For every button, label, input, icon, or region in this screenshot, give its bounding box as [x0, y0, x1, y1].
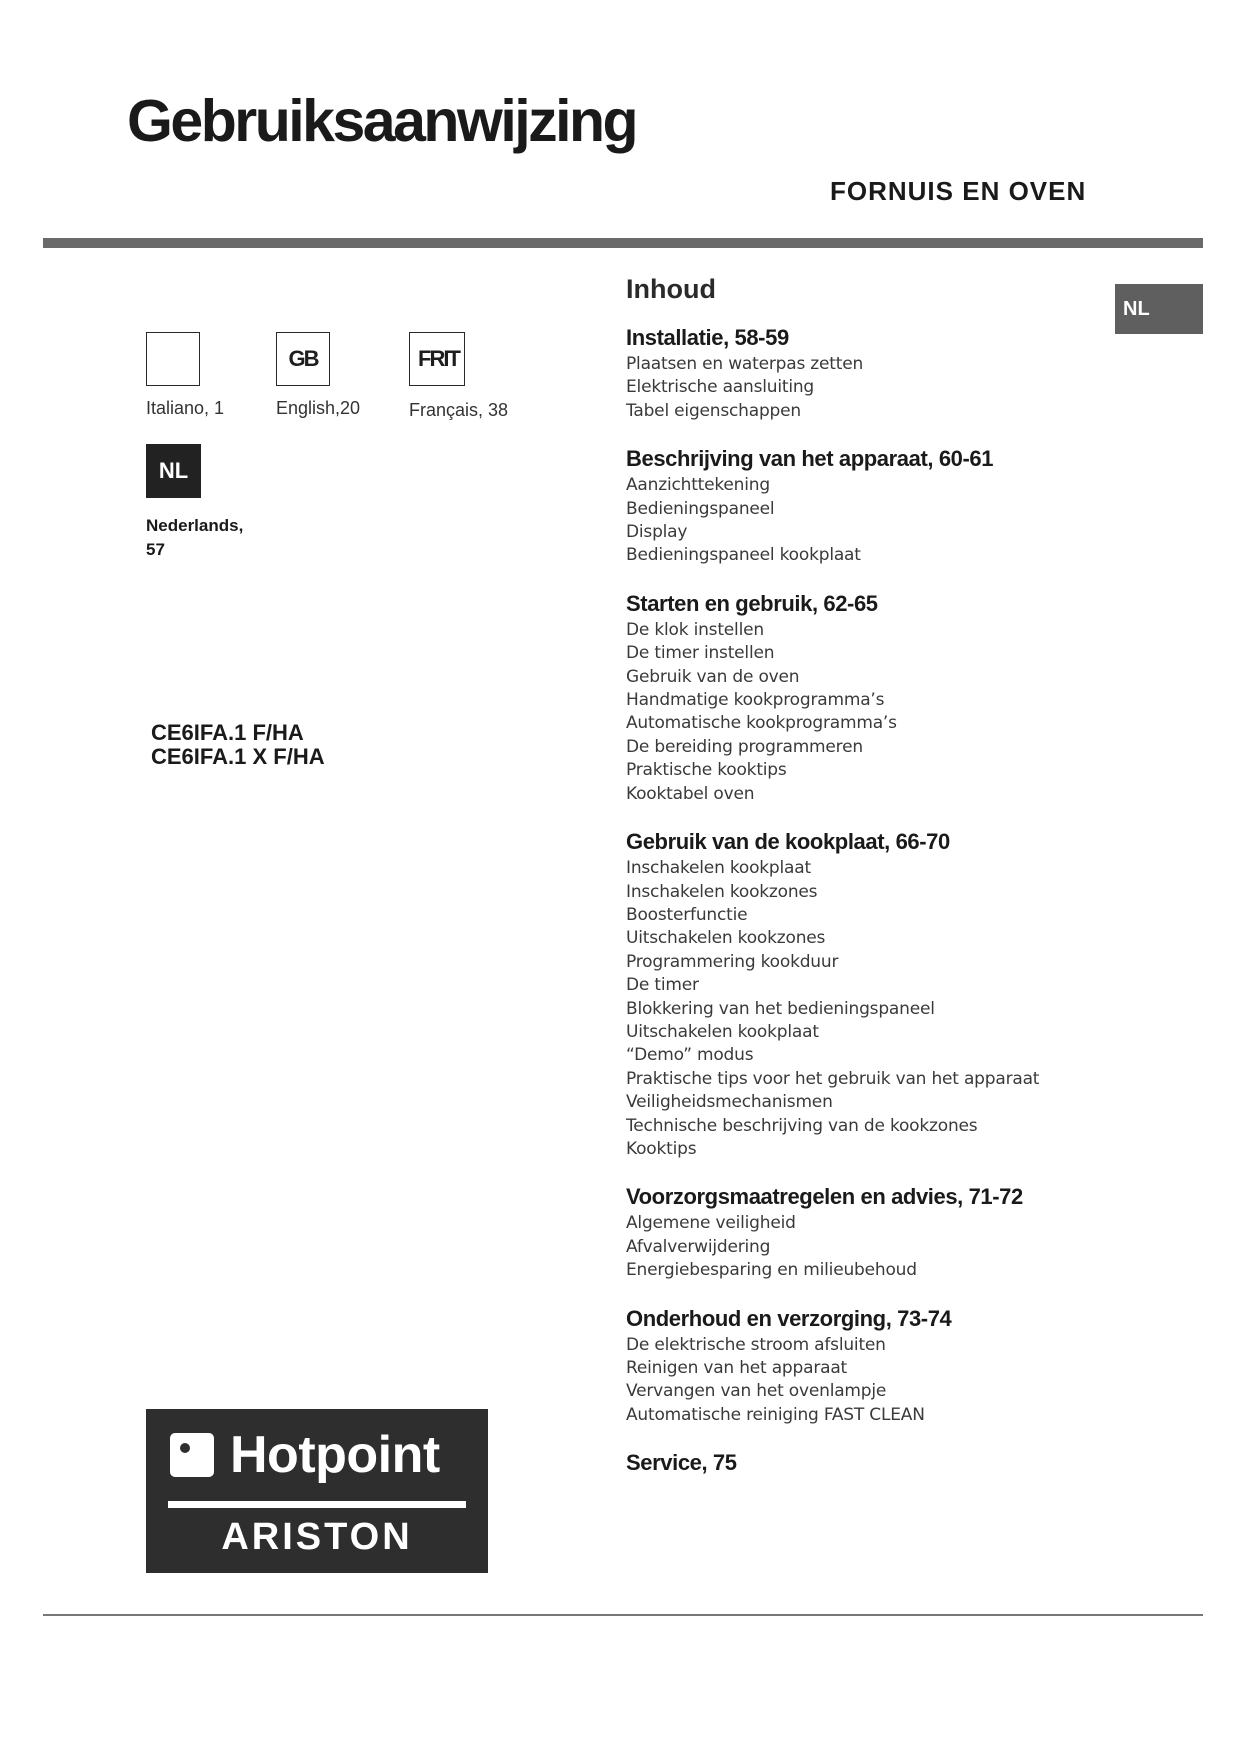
toc-section	[626, 827, 1096, 1161]
toc-item-list	[626, 474, 1096, 568]
toc-item: Uitschakelen kookplaat	[626, 1021, 819, 1042]
model-number: CE6IFA.1 X F/HA	[151, 744, 325, 769]
toc-section	[626, 1304, 1096, 1428]
toc-item-list	[626, 353, 1096, 423]
toc-item: Praktische kooktips	[626, 760, 787, 781]
toc-item: Inschakelen kookzones	[626, 881, 818, 902]
toc-item: Plaatsen en waterpas zetten	[626, 354, 864, 374]
toc-item: Tabel eigenschappen	[626, 400, 801, 421]
toc-section-title: Gebruik van de kookplaat, 66-70	[626, 829, 950, 855]
toc-item: De timer instellen	[626, 643, 775, 664]
toc-section	[626, 589, 1096, 806]
toc-item: Kooktips	[626, 1138, 697, 1159]
logo-divider	[168, 1501, 466, 1508]
toc-section-title: Voorzorgsmaatregelen en advies, 71-72	[626, 1184, 1023, 1210]
toc-item: Uitschakelen kookzones	[626, 928, 826, 949]
logo-text-hotpoint: Hotpoint	[230, 1426, 440, 1484]
toc-section-title: Beschrijving van het apparaat, 60-61	[626, 446, 994, 472]
toc-heading: Inhoud	[626, 274, 716, 304]
logo-text-ariston: ARISTON	[221, 1516, 413, 1558]
flag-english: GB	[276, 332, 330, 386]
toc-item: De klok instellen	[626, 619, 764, 640]
nederlands-label-line1: Nederlands,	[146, 516, 244, 535]
toc-item: Handmatige kookprogramma’s	[626, 690, 885, 711]
toc-item: Vervangen van het ovenlampje	[626, 1381, 887, 1402]
toc-item: Veiligheidsmechanismen	[626, 1092, 833, 1113]
toc-section-title: Onderhoud en verzorging, 73-74	[626, 1305, 952, 1331]
toc-item: Reinigen van het apparaat	[626, 1358, 848, 1378]
toc-item: Afvalverwijdering	[626, 1236, 771, 1257]
toc-section-title: Installatie, 58-59	[626, 325, 789, 350]
language-label-english: English,20	[276, 398, 361, 418]
toc-section	[626, 1182, 1096, 1282]
toc-section-title: Service, 75	[626, 1450, 737, 1476]
toc-item: De bereiding programmeren	[626, 736, 863, 757]
language-tab-nl: NL	[1115, 284, 1203, 334]
toc-item: Blokkering van het bedieningspaneel	[626, 998, 935, 1019]
flag-nederlands: NL	[146, 444, 201, 498]
toc-item: Gebruik van de oven	[626, 666, 800, 687]
language-label-nederlands	[146, 514, 243, 562]
toc-item: Boosterfunctie	[626, 904, 748, 925]
hotpoint-ariston-logo	[146, 1409, 488, 1573]
toc-section	[626, 1448, 1096, 1478]
model-number: CE6IFA.1 F/HA	[151, 720, 304, 745]
language-label-francais: Français, 38	[409, 400, 509, 420]
flag-italiano	[146, 332, 200, 386]
page-title: Gebruiksaanwijzing	[127, 88, 637, 154]
toc-item: Bedieningspaneel	[626, 498, 775, 519]
toc-item: Aanzichttekening	[626, 475, 770, 496]
toc-item: De timer	[626, 975, 699, 996]
toc-section-title: Starten en gebruik, 62-65	[626, 590, 878, 616]
toc-item: Bedieningspaneel kookplaat	[626, 545, 861, 566]
top-divider	[43, 238, 1203, 248]
toc-item: Automatische reiniging FAST CLEAN	[626, 1404, 925, 1425]
toc-item-list	[626, 1212, 1096, 1282]
logo-mark-icon	[170, 1433, 214, 1477]
toc-item-list	[626, 619, 1096, 806]
nederlands-label-line2: 57	[146, 540, 165, 559]
flag-francais: FRIT	[409, 332, 465, 386]
language-label-italiano: Italiano, 1	[146, 398, 225, 418]
toc-item: “Demo” modus	[626, 1045, 754, 1066]
toc-item-list	[626, 1334, 1096, 1428]
toc-section	[626, 444, 1096, 568]
bottom-divider	[43, 1614, 1203, 1616]
toc-item: Praktische tips voor het gebruik van het apparaat	[626, 1068, 1040, 1089]
toc-item: Automatische kookprogramma’s	[626, 713, 897, 734]
toc-item: Elektrische aansluiting	[626, 377, 815, 398]
toc-item-list	[626, 857, 1096, 1161]
toc-item: Display	[626, 522, 688, 543]
toc-sections	[626, 323, 1096, 1478]
toc-item: Algemene veiligheid	[626, 1213, 796, 1234]
toc-item: Energiebesparing en milieubehoud	[626, 1260, 917, 1281]
toc-section	[626, 323, 1096, 423]
product-subtitle: FORNUIS EN OVEN	[830, 176, 1087, 206]
toc-item: Inschakelen kookplaat	[626, 858, 811, 879]
toc-item: Programmering kookduur	[626, 951, 839, 972]
toc-item: Technische beschrijving van de kookzones	[626, 1115, 978, 1136]
table-of-contents	[626, 272, 1096, 1499]
toc-item: Kooktabel oven	[626, 783, 755, 804]
toc-item: De elektrische stroom afsluiten	[626, 1334, 886, 1355]
